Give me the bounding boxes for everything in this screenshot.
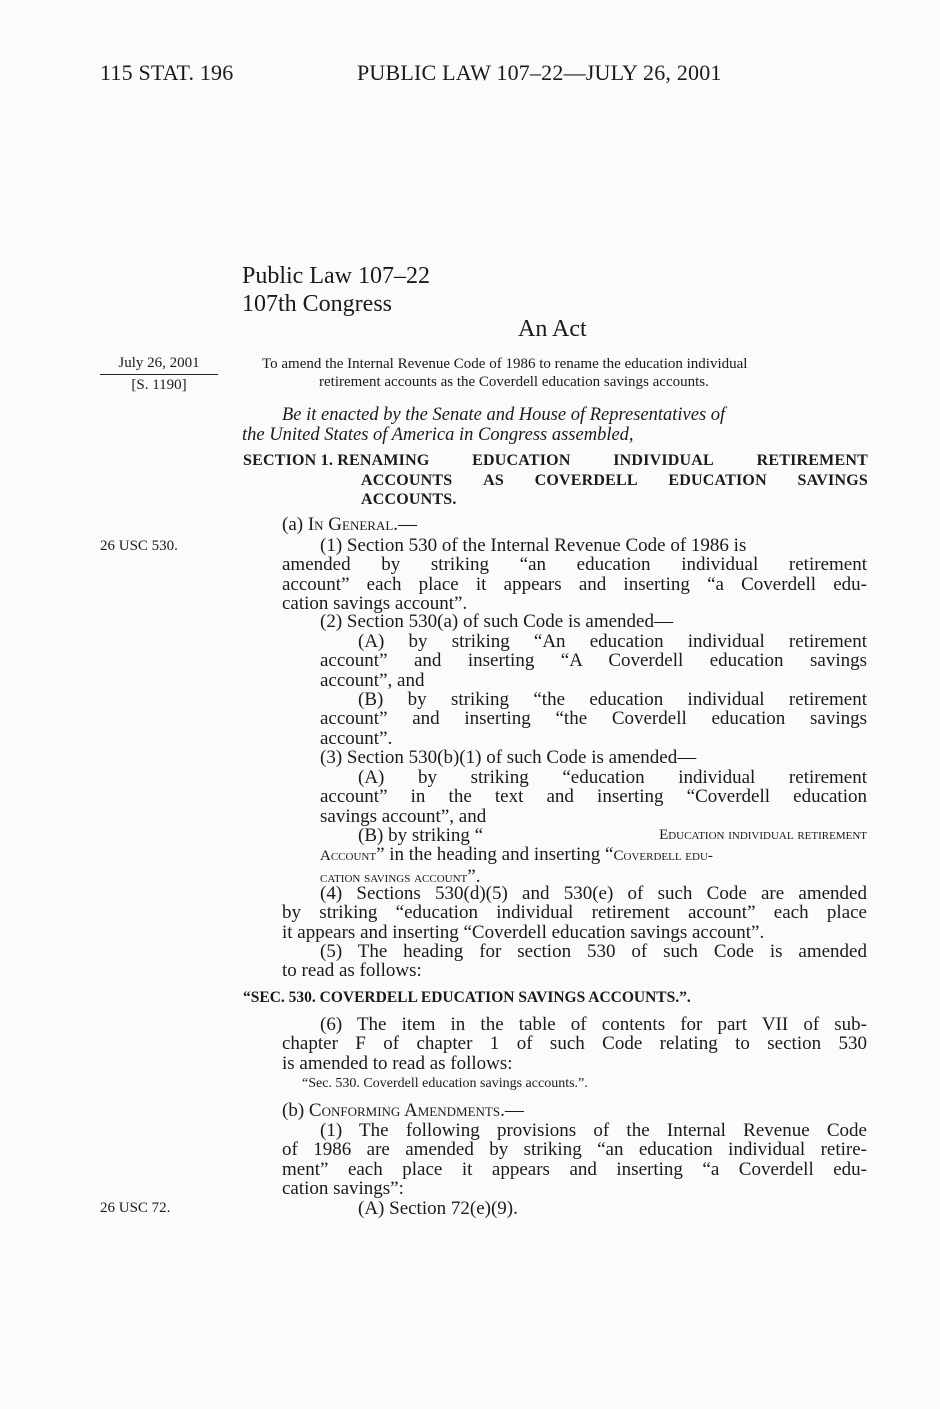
text-fragment: ”. [467, 865, 481, 887]
small-caps-fragment: Coverdell edu- [613, 848, 713, 865]
text-line: (4) Sections 530(d)(5) and 530(e) of such Code are amended [320, 883, 867, 904]
small-caps-fragment: Education individual retirement [659, 827, 867, 843]
congress-number: 107th Congress [242, 291, 392, 317]
small-caps-fragment: cation savings account [320, 869, 468, 886]
public-law-number: Public Law 107–22 [242, 263, 430, 289]
sec-head-word: COVERDELL [534, 472, 638, 489]
subsection-a-title: In General.— [307, 514, 418, 535]
text-line: (B) by striking “the education individual retirement [358, 689, 867, 710]
subsection-a-heading [282, 515, 417, 534]
paragraph-a3-intro: (3) Section 530(b)(1) of such Code is amended— [320, 747, 697, 768]
section-1-heading-line-3: ACCOUNTS. [361, 491, 457, 508]
sec-head-word: EDUCATION [472, 452, 571, 469]
text-line: cation savings account”. [282, 593, 468, 615]
table-of-contents-item: “Sec. 530. Coverdell education savings accounts.”. [302, 1076, 588, 1091]
margin-divider [100, 374, 218, 375]
text-line: (A) by striking “An education individual retirement [358, 631, 867, 652]
margin-date: July 26, 2001 [118, 355, 200, 371]
text-line: cation savings”: [282, 1178, 404, 1200]
text-line: of 1986 are amended by striking “an education individual retire- [282, 1139, 867, 1161]
subparagraph-a2-B [320, 690, 867, 748]
text-line: account” and inserting “A Coverdell education savings [320, 650, 867, 672]
sec-head-word: SECTION 1. RENAMING [243, 452, 430, 469]
text-line: savings account”, and [320, 805, 487, 827]
text-line: it appears and inserting “Coverdell education savings account”. [282, 921, 765, 943]
an-act-title: An Act [518, 316, 587, 342]
enacting-clause-line-2: the United States of America in Congress assembled, [242, 425, 634, 445]
subsection-a-label: (a) [282, 514, 308, 535]
text-line: amended by striking “an education individual retirement [282, 554, 867, 576]
purpose-line-2: retirement accounts as the Coverdell education savings accounts. [319, 374, 709, 390]
purpose-line-1: To amend the Internal Revenue Code of 1986 to rename the education individual [262, 356, 748, 372]
margin-usc-citation-72: 26 USC 72. [100, 1200, 171, 1216]
text-line: (A) by striking “education individual retirement [358, 767, 867, 788]
text-line: account”. [320, 727, 393, 749]
subparagraph-a2-A [320, 632, 867, 690]
subparagraph-a3-B [320, 826, 867, 888]
text-fragment: ” in the heading and inserting “ [376, 844, 614, 866]
text-line: (1) The following provisions of the Internal Revenue Code [320, 1120, 867, 1141]
sec-head-word: RETIREMENT [756, 452, 868, 469]
new-section-530-heading: “SEC. 530. COVERDELL EDUCATION SAVINGS ACCOUNTS.”. [243, 989, 691, 1006]
text-line: account” each place it appears and inserting “a Coverdell edu- [282, 573, 867, 595]
small-caps-fragment: Account [320, 848, 377, 865]
text-line: (1) Section 530 of the Internal Revenue Code of 1986 is [320, 535, 747, 556]
margin-usc-citation-530: 26 USC 530. [100, 538, 178, 554]
subparagraph-a3-A [320, 768, 867, 826]
subsection-b-heading [282, 1101, 524, 1120]
stat-page-reference: 115 STAT. 196 [100, 60, 234, 85]
subparagraph-b1-A: (A) Section 72(e)(9). [358, 1198, 518, 1219]
paragraph-a6 [282, 1015, 867, 1073]
sec-head-word: SAVINGS [797, 472, 868, 489]
text-line: to read as follows: [282, 960, 422, 982]
paragraph-a1 [282, 536, 867, 614]
text-line: chapter F of chapter 1 of such Code relating to section 530 [282, 1033, 867, 1055]
text-line: account” in the text and inserting “Coverdell education [320, 786, 867, 808]
paragraph-b1 [282, 1121, 867, 1199]
text-line: is amended to read as follows: [282, 1052, 513, 1074]
paragraph-a5 [282, 942, 867, 981]
enacting-clause-text-1: Be it enacted by the Senate and House of Representatives of [282, 405, 726, 425]
text-line [320, 845, 867, 866]
text-line: (5) The heading for section 530 of such Code is amended [320, 941, 867, 962]
section-1-heading-line-2 [361, 471, 868, 490]
text-line: ment” each place it appears and inserting “a Coverdell edu- [282, 1158, 867, 1180]
text-fragment: (B) by striking “ [358, 825, 484, 846]
text-line: account”, and [320, 669, 425, 691]
sec-head-word: EDUCATION [668, 472, 767, 489]
sec-head-word: AS [483, 472, 504, 489]
text-line: (6) The item in the table of contents for part VII of sub- [320, 1014, 867, 1035]
subsection-b-title: Conforming Amendments.— [308, 1100, 524, 1121]
paragraph-a2-intro: (2) Section 530(a) of such Code is amended— [320, 611, 673, 632]
text-line: account” and inserting “the Coverdell education savings [320, 708, 867, 730]
paragraph-a4 [282, 884, 867, 942]
text-line [320, 826, 867, 845]
subsection-b-label: (b) [282, 1100, 309, 1121]
sec-head-word: ACCOUNTS [361, 472, 453, 489]
running-title: PUBLIC LAW 107–22—JULY 26, 2001 [357, 60, 722, 85]
sec-head-word: INDIVIDUAL [613, 452, 714, 469]
enacting-clause-line-1 [282, 405, 867, 425]
text-line: by striking “education individual retirement account” each place [282, 902, 867, 924]
margin-bill-number: [S. 1190] [131, 377, 187, 393]
section-1-heading-line-1 [243, 451, 868, 470]
